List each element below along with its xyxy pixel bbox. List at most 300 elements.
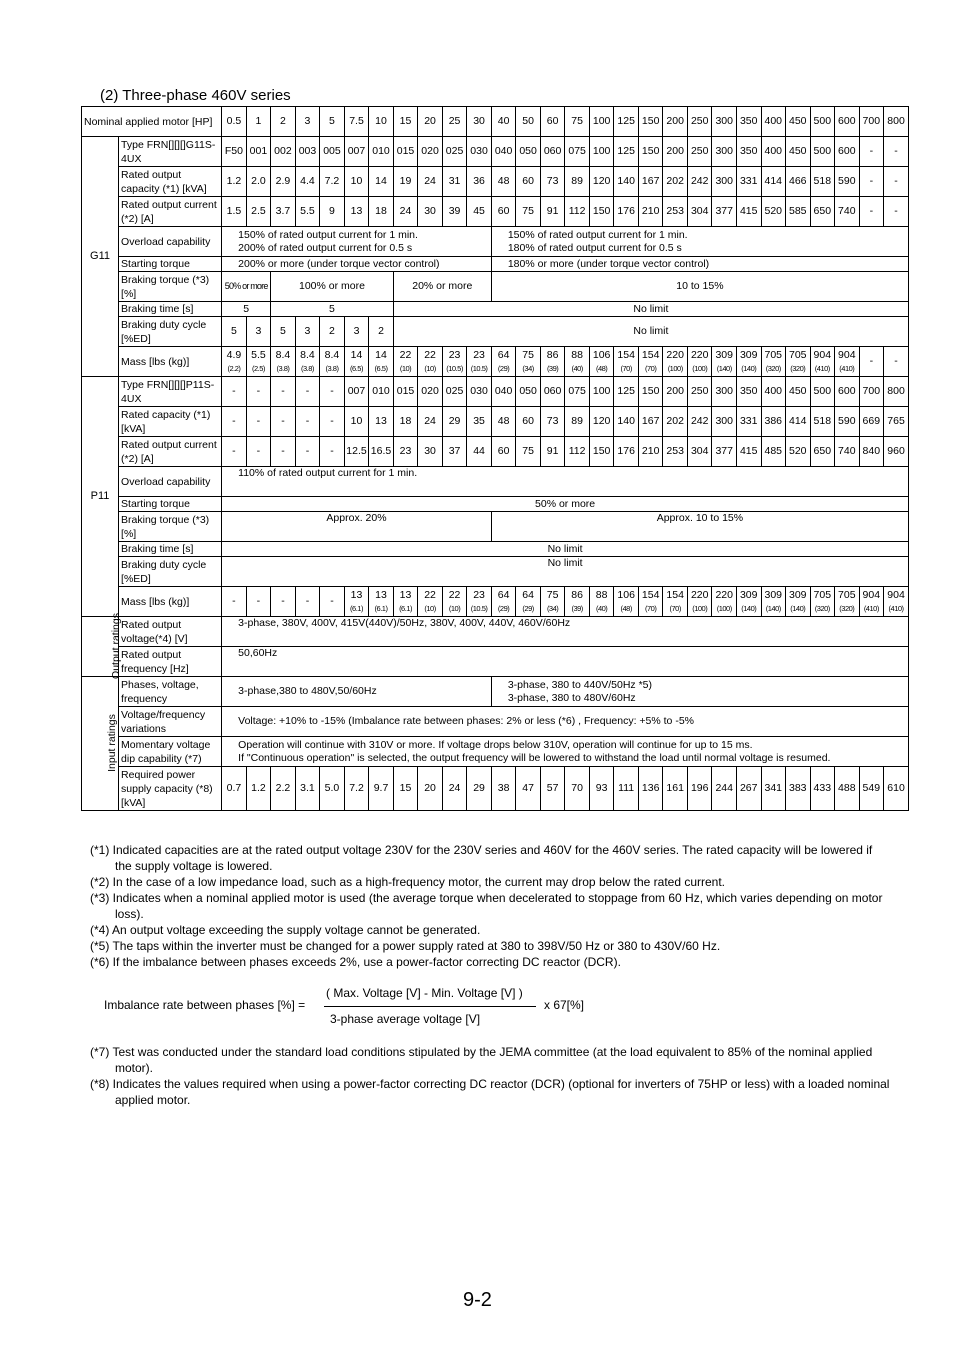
mass-lbs: 220 (715, 588, 733, 601)
mass-kg: (100) (716, 603, 732, 613)
mass-kg: (10) (399, 363, 412, 373)
table-cell: 2 (369, 317, 394, 347)
table-cell: 050 (516, 377, 541, 407)
table-cell: 485 (761, 437, 786, 467)
table-cell: 400 (761, 107, 786, 137)
table-cell: 331 (736, 167, 761, 197)
table-cell: 91 (540, 197, 565, 227)
table-cell: 200% or more (under torque vector control) (222, 257, 492, 272)
mass-lbs: 8.4 (300, 348, 315, 361)
table-cell: 450 (786, 137, 811, 167)
table-cell: 24 (442, 767, 467, 811)
table-cell: 7.2 (344, 767, 369, 811)
table-cell: 176 (614, 437, 639, 467)
table-cell: 585 (786, 197, 811, 227)
table-cell: 50,60Hz (222, 647, 909, 677)
text-line: 3-phase, 380 to 440V/50Hz *5) (507, 678, 653, 691)
table-cell: 300 (712, 137, 737, 167)
text-line: If "Continuous operation" is selected, the output frequency will be lowered to withstand the load until normal voltage is resumed. (238, 751, 831, 764)
table-cell (344, 347, 369, 377)
mass-kg: (3.8) (325, 363, 339, 373)
page-number: 9-2 (463, 1289, 492, 1311)
table-cell (369, 587, 394, 617)
table-cell: 350 (736, 377, 761, 407)
table-cell: 210 (638, 197, 663, 227)
table-cell: 765 (884, 407, 909, 437)
table-cell (761, 347, 786, 377)
mass-kg: (140) (716, 363, 732, 373)
text-line: 200% of rated output current for 0.5 s (238, 241, 413, 254)
mass-lbs: 154 (666, 588, 684, 601)
table-cell: 16.5 (369, 437, 394, 467)
table-cell (565, 347, 590, 377)
table-cell (614, 347, 639, 377)
table-cell: 110% of rated output current for 1 min. (222, 467, 909, 497)
table-cell: 200 (663, 107, 688, 137)
table-cell (859, 587, 884, 617)
footnote: (*6) If the imbalance between phases exceeds 2%, use a power-factor correcting DC reactor (DCR). (90, 955, 621, 969)
table-cell: No limit (393, 302, 908, 317)
table-cell: 304 (687, 197, 712, 227)
formula-numerator: ( Max. Voltage [V] - Min. Voltage [V] ) (326, 986, 523, 1000)
mass-kg: (410) (839, 363, 855, 373)
mass-kg: (29) (497, 363, 510, 373)
table-cell (712, 587, 737, 617)
table-cell: 10 to 15% (491, 272, 908, 302)
table-cell: 20% or more (393, 272, 491, 302)
table-cell: - (859, 137, 884, 167)
table-cell (442, 587, 467, 617)
mass-kg: (70) (620, 363, 632, 373)
table-row (82, 257, 909, 272)
table-cell: - (246, 377, 271, 407)
table-row (82, 677, 909, 707)
table-cell: 3 (246, 317, 271, 347)
table-cell: 250 (687, 137, 712, 167)
table-cell: 70 (565, 767, 590, 811)
table-cell: 150 (638, 377, 663, 407)
table-cell (222, 347, 247, 377)
table-cell: 1 (246, 107, 271, 137)
table-cell: 1.2 (222, 167, 247, 197)
table-cell: 50% or more (222, 272, 271, 302)
table-cell: 500 (810, 107, 835, 137)
mass-kg: (6.1) (350, 603, 363, 613)
table-cell: - (271, 377, 296, 407)
table-cell: 47 (516, 767, 541, 811)
mass-lbs: 309 (715, 348, 733, 361)
table-cell: 300 (712, 377, 737, 407)
mass-lbs: 904 (838, 348, 856, 361)
table-cell: 590 (835, 407, 860, 437)
table-cell: 002 (271, 137, 296, 167)
mass-lbs: 154 (617, 348, 635, 361)
table-cell: 250 (687, 377, 712, 407)
table-cell: - (295, 407, 320, 437)
table-cell: 242 (687, 167, 712, 197)
table-cell: 20 (418, 107, 443, 137)
table-cell: 740 (835, 437, 860, 467)
mass-lbs: 88 (571, 348, 583, 361)
table-cell: 610 (884, 767, 909, 811)
table-cell: 7.2 (320, 167, 345, 197)
footnote: (*7) Test was conducted under the standard load conditions stipulated by the JEMA committee (at the load equivalent to 85% of the nominal applied motor). (90, 1045, 873, 1075)
table-cell: 1.2 (246, 767, 271, 811)
footnote: (*2) In the case of a low impedance load, such as a high-frequency motor, the current may drop below the rated current. (90, 875, 726, 889)
table-cell: - (884, 167, 909, 197)
table-cell (687, 347, 712, 377)
table-cell: 433 (810, 767, 835, 811)
text-line: 150% of rated output current for 1 min. (238, 228, 418, 241)
mass-lbs: 64 (497, 588, 510, 601)
table-cell: 003 (295, 137, 320, 167)
mass-lbs: 106 (617, 588, 635, 601)
mass-lbs: 22 (399, 348, 412, 361)
mass-kg: (10) (424, 363, 436, 373)
table-cell: Braking torque (*3) [%] (119, 512, 222, 542)
table-row (82, 317, 909, 347)
table-cell (418, 347, 443, 377)
table-cell: 75 (565, 107, 590, 137)
text-line: 180% of rated output current for 0.5 s (507, 241, 682, 254)
mass-kg: (140) (790, 603, 806, 613)
table-cell: 415 (736, 437, 761, 467)
table-cell: 007 (344, 377, 369, 407)
table-cell: 1.5 (222, 197, 247, 227)
table-cell (222, 737, 909, 767)
table-cell: 48 (491, 167, 516, 197)
group-g11: G11 (82, 137, 119, 377)
table-cell (540, 347, 565, 377)
mass-lbs: 220 (690, 588, 709, 601)
mass-lbs: 309 (789, 588, 807, 601)
mass-kg: (34) (522, 363, 534, 373)
table-cell: 414 (761, 167, 786, 197)
mass-kg: (6.1) (374, 603, 388, 613)
table-cell: 700 (859, 377, 884, 407)
table-cell (491, 227, 908, 257)
table-cell: 488 (835, 767, 860, 811)
table-cell: 14 (369, 167, 394, 197)
table-cell: 50% or more (222, 497, 909, 512)
table-row (82, 302, 909, 317)
mass-kg: (70) (645, 603, 657, 613)
table-cell (320, 587, 345, 617)
table-cell (418, 587, 443, 617)
table-cell: - (884, 197, 909, 227)
table-cell: 150 (589, 197, 614, 227)
table-cell: 304 (687, 437, 712, 467)
table-cell (369, 347, 394, 377)
mass-kg: (39) (546, 363, 559, 373)
table-row (82, 512, 909, 542)
table-cell: 60 (540, 107, 565, 137)
table-cell: 180% or more (under torque vector control) (491, 257, 908, 272)
table-cell (516, 587, 541, 617)
mass-kg: (3.8) (301, 363, 314, 373)
table-cell: 100 (589, 137, 614, 167)
table-cell: 020 (418, 377, 443, 407)
footnote: (*8) Indicates the values required when using a power-factor correcting DC reactor (DCR) (optional for inverters of 75HP or less) with a loaded nominal applied motor. (90, 1077, 890, 1107)
table-cell: - (222, 377, 247, 407)
table-cell: 161 (663, 767, 688, 811)
table-cell: 89 (565, 407, 590, 437)
mass-kg: (10.5) (446, 363, 463, 373)
mass-lbs: - (232, 595, 236, 607)
table-cell (491, 587, 516, 617)
table-cell: Momentary voltage dip capability (*7) (119, 737, 222, 767)
table-cell: 040 (491, 137, 516, 167)
mass-lbs: 106 (592, 348, 611, 361)
mass-lbs: 86 (546, 348, 559, 361)
table-cell: 5.5 (295, 197, 320, 227)
table-cell: 112 (565, 437, 590, 467)
mass-kg: (410) (814, 363, 830, 373)
table-cell: 3.7 (271, 197, 296, 227)
table-cell: 2.0 (246, 167, 271, 197)
table-cell: 60 (491, 437, 516, 467)
table-cell: 650 (810, 437, 835, 467)
table-cell (614, 587, 639, 617)
table-cell: 120 (589, 407, 614, 437)
mass-kg: (6.1) (399, 603, 412, 613)
table-cell: 242 (687, 407, 712, 437)
table-cell: 18 (369, 197, 394, 227)
table-cell: 13 (344, 197, 369, 227)
table-cell: 202 (663, 407, 688, 437)
mass-lbs: 309 (739, 588, 758, 601)
table-cell: Overload capability (119, 227, 222, 257)
table-cell (222, 587, 247, 617)
mass-lbs: - (281, 595, 285, 607)
table-cell: 3 (344, 317, 369, 347)
mass-kg: (2.2) (227, 363, 241, 373)
table-cell: 13 (369, 407, 394, 437)
table-cell: 377 (712, 197, 737, 227)
text-line: 150% of rated output current for 1 min. (507, 228, 688, 241)
table-cell (467, 587, 492, 617)
table-cell: 20 (418, 767, 443, 811)
table-cell: 176 (614, 197, 639, 227)
table-cell: 350 (736, 137, 761, 167)
table-cell: 136 (638, 767, 663, 811)
mass-lbs: 64 (522, 588, 534, 601)
mass-kg: (10.5) (470, 363, 488, 373)
table-cell: 007 (344, 137, 369, 167)
table-cell: 2.5 (246, 197, 271, 227)
table-cell: 450 (786, 107, 811, 137)
footnotes (90, 842, 890, 970)
table-row (82, 587, 909, 617)
mass-kg: (39) (571, 603, 583, 613)
mass-lbs: 8.4 (275, 348, 291, 361)
table-cell: 500 (810, 137, 835, 167)
spec-table (81, 106, 909, 811)
table-cell: 253 (663, 437, 688, 467)
table-cell: - (271, 437, 296, 467)
mass-lbs: - (869, 355, 874, 367)
mass-kg: (10.5) (470, 603, 488, 613)
mass-lbs: 705 (838, 588, 856, 601)
table-cell: No limit (222, 542, 909, 557)
formula-multiplier: x 67[%] (544, 998, 585, 1012)
table-cell: 25 (442, 107, 467, 137)
mass-lbs: 5.5 (251, 348, 266, 361)
table-cell: 15 (393, 767, 418, 811)
text-line: 3-phase, 380 to 480V/60Hz (507, 691, 636, 704)
text-line: Operation will continue with 310V or more. If voltage drops below 310V, operation will continue for up to 15 ms. (238, 738, 753, 751)
table-cell: 18 (393, 407, 418, 437)
table-cell: - (320, 407, 345, 437)
table-cell: 111 (614, 767, 639, 811)
table-cell: - (222, 437, 247, 467)
table-cell: 35 (467, 407, 492, 437)
mass-kg: (10) (448, 603, 461, 613)
group-label: Input ratings (105, 714, 118, 772)
table-cell (736, 587, 761, 617)
mass-lbs: 705 (789, 348, 807, 361)
group-p11: P11 (82, 377, 119, 617)
table-cell: 3.1 (295, 767, 320, 811)
mass-lbs: 13 (350, 588, 363, 601)
table-cell: Rated output current (*2) [A] (119, 197, 222, 227)
table-cell: 120 (589, 167, 614, 197)
table-cell: 48 (491, 407, 516, 437)
mass-lbs: 154 (641, 588, 660, 601)
table-cell: Type FRN[][][]G11S-4UX (119, 137, 222, 167)
mass-kg: (29) (522, 603, 534, 613)
table-cell: 91 (540, 437, 565, 467)
table-cell: 244 (712, 767, 737, 811)
table-cell (393, 587, 418, 617)
table-cell: 2.9 (271, 167, 296, 197)
table-cell: 36 (467, 167, 492, 197)
mass-kg: (320) (765, 363, 781, 373)
mass-kg: (10) (424, 603, 436, 613)
table-cell: 300 (712, 407, 737, 437)
table-cell: 700 (859, 107, 884, 137)
table-cell (835, 587, 860, 617)
table-row (82, 467, 909, 497)
table-cell (638, 587, 663, 617)
fraction-bar (324, 1006, 536, 1007)
mass-kg: (140) (741, 603, 757, 613)
mass-lbs: 22 (424, 348, 436, 361)
mass-lbs: - (256, 595, 261, 607)
mass-kg: (48) (620, 603, 632, 613)
mass-lbs: - (894, 355, 898, 367)
table-cell: No limit (222, 557, 909, 587)
table-cell: 93 (589, 767, 614, 811)
mass-lbs: 8.4 (324, 348, 340, 361)
mass-kg: (29) (497, 603, 510, 613)
mass-lbs: 14 (375, 348, 387, 361)
table-cell: 9 (320, 197, 345, 227)
table-cell (835, 347, 860, 377)
table-cell: Approx. 10 to 15% (491, 512, 908, 542)
table-cell: 100 (589, 377, 614, 407)
table-cell: 73 (540, 407, 565, 437)
mass-kg: (70) (669, 603, 681, 613)
table-cell: 040 (491, 377, 516, 407)
table-cell: 010 (369, 377, 394, 407)
mass-lbs: 904 (887, 588, 905, 601)
mass-kg: (320) (790, 363, 806, 373)
table-cell: Mass [lbs (kg)] (119, 347, 222, 377)
table-cell: 200 (663, 377, 688, 407)
table-cell: 10 (369, 107, 394, 137)
mass-lbs: 13 (375, 588, 387, 601)
mass-lbs: 22 (424, 588, 436, 601)
table-cell: 518 (810, 167, 835, 197)
table-cell: - (859, 197, 884, 227)
table-row (82, 557, 909, 587)
table-cell: 650 (810, 197, 835, 227)
footnote: (*4) An output voltage exceeding the supply voltage cannot be generated. (90, 923, 481, 937)
footnote: (*3) Indicates when a nominal applied motor is used (the average torque when decelerated to stoppage from 60 Hz, which varies depending on motor loss). (90, 891, 883, 921)
table-cell: - (295, 377, 320, 407)
table-cell: 210 (638, 437, 663, 467)
table-cell (344, 587, 369, 617)
table-cell: 383 (786, 767, 811, 811)
table-row (82, 647, 909, 677)
table-cell (884, 347, 909, 377)
table-cell: 5 (271, 302, 394, 317)
table-cell: - (246, 437, 271, 467)
table-cell: 29 (442, 407, 467, 437)
table-cell (320, 347, 345, 377)
table-cell: 2 (320, 317, 345, 347)
mass-kg: (40) (571, 363, 583, 373)
table-cell: 4.4 (295, 167, 320, 197)
footnote: (*5) The taps within the inverter must be changed for a power supply rated at 380 to 398V/50 Hz or 380 to 430V/60 Hz. (90, 939, 721, 953)
table-cell: 030 (467, 377, 492, 407)
mass-lbs: 220 (690, 348, 709, 361)
table-cell (295, 587, 320, 617)
table-cell: Required power supply capacity (*8)[kVA] (119, 767, 222, 811)
table-cell: Rated output current (*2) [A] (119, 437, 222, 467)
group-label: Output ratings (109, 613, 122, 679)
group-input (82, 677, 119, 811)
table-cell: - (246, 407, 271, 437)
table-cell (663, 587, 688, 617)
table-cell (246, 347, 271, 377)
table-row (82, 407, 909, 437)
mass-kg: (100) (692, 363, 708, 373)
section-title: (2) Three-phase 460V series (100, 87, 291, 104)
table-cell (884, 587, 909, 617)
mass-lbs: 309 (739, 348, 758, 361)
table-cell: 350 (736, 107, 761, 137)
mass-lbs: - (330, 595, 334, 607)
table-cell: 167 (638, 407, 663, 437)
table-cell (687, 587, 712, 617)
mass-kg: (3.8) (276, 363, 290, 373)
table-cell: 600 (835, 107, 860, 137)
table-cell: 50 (516, 107, 541, 137)
table-cell: 140 (614, 167, 639, 197)
table-cell (246, 587, 271, 617)
mass-kg: (34) (546, 603, 559, 613)
mass-lbs: 23 (473, 348, 485, 361)
table-cell: 5 (222, 302, 271, 317)
table-cell: Approx. 20% (222, 512, 492, 542)
table-cell: 740 (835, 197, 860, 227)
table-cell (222, 227, 492, 257)
table-cell: 331 (736, 407, 761, 437)
table-cell: 24 (418, 167, 443, 197)
table-cell: 500 (810, 377, 835, 407)
